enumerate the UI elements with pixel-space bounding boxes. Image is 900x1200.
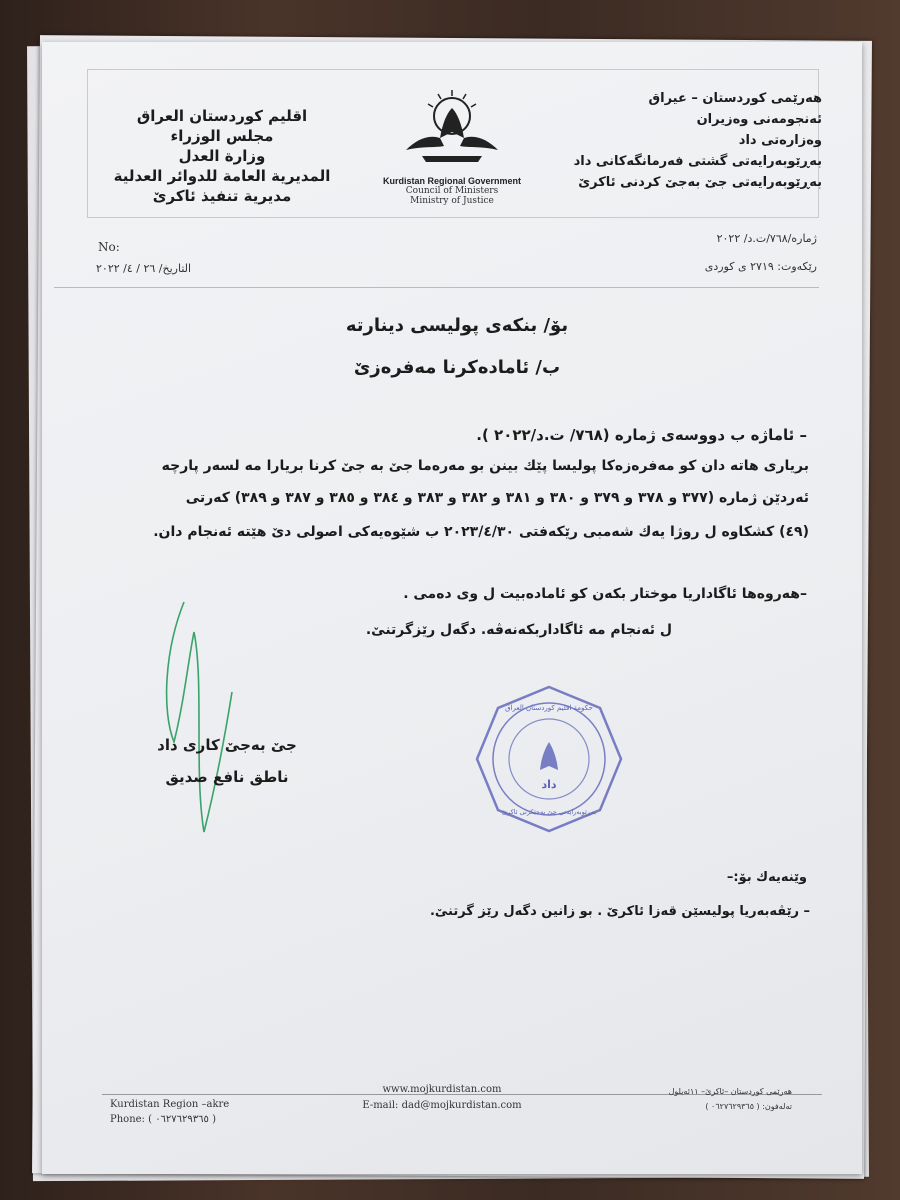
footer-kurdish-address: هەرێمی كوردستان –ئاكرێ– ١١ئەیلول — [668, 1087, 792, 1096]
logo-ministry: Ministry of Justice — [410, 196, 494, 206]
addressee-to: بۆ/ بنكەی پولیسی دینارتە — [345, 315, 569, 336]
signature-scribble — [154, 592, 274, 852]
ref-no-label: No: — [98, 240, 120, 254]
copies-label: وێنەیەك بۆ:– — [726, 870, 807, 885]
footer-location: Kurdistan Region –akre — [110, 1099, 230, 1110]
footer-phone: Phone: ( ٠٦٢٧٦٢٩٣٦٥ ) — [110, 1114, 216, 1125]
kurdish-header-line: ئەنجومەنی وەزیران — [696, 112, 822, 127]
body-line-1: بریاری هاتە دان كو مەفرەزەكا پولیسا پێك بینن بو مەرەما جێ بە جێ كرنا بریارا مە لسەر پارچە — [161, 458, 809, 474]
svg-text:✦ ✦ ✦: ✦ ✦ ✦ — [440, 148, 464, 156]
arabic-header-line: وزارة العدل — [178, 147, 266, 165]
header-divider — [54, 287, 819, 288]
footer-website: www.mojkurdistan.com — [382, 1084, 502, 1095]
document-page — [42, 42, 862, 1174]
kurdish-header-line: بەڕێوبەرایەتی گشتی فەرمانگەكانی داد — [573, 154, 822, 169]
ref-number: ژمارە/٧٦٨/ت.د/ ٢٠٢٢ — [716, 232, 817, 245]
ref-date-kurdish: رێكەوت: ٢٧١٩ ی كوردی — [704, 260, 817, 273]
kurdish-header-line: هەرێمی كوردستان – عیراق — [648, 91, 822, 106]
signature-name: ناطق نافع صدیق — [165, 768, 289, 786]
arabic-header-line: مديرية تنفيذ ئاكرێ — [152, 187, 292, 205]
ref-date-arabic: التاريخ/ ٢٦ / ٤/ ٢٠٢٢ — [96, 262, 192, 275]
arabic-header — [102, 106, 342, 206]
official-stamp — [474, 684, 624, 834]
stamp-center: داد — [541, 778, 557, 791]
eagle-emblem-icon — [392, 86, 512, 172]
logo-name: Kurdistan Regional Government — [382, 176, 522, 186]
copies-item: – رێڤەبەریا پولیسێن قەزا ئاكرێ . بو زانین دگەل رێز گرتنێ. — [429, 904, 810, 919]
kurdish-header — [542, 88, 822, 193]
footer-kurdish-phone: تەلەفون: ( ٠٦٢٧٦٢٩٣٦٥ ) — [705, 1102, 792, 1111]
krg-logo — [372, 86, 532, 216]
body-line-2: ئەردێن ژمارە (٣٧٧ و ٣٧٨ و ٣٧٩ و ٣٨٠ و ٣٨١ و ٣٨٢ و ٣٨٣ و ٣٨٤ و ٣٨٥ و ٣٨٧ و ٣٨٩) كەرتی — [185, 490, 809, 506]
kurdish-header-line: بەڕێوبەرایەتی جێ بەجێ كردنی ئاكرێ — [578, 175, 822, 190]
arabic-header-line: اقليم كوردستان العراق — [136, 107, 308, 125]
body-ref: – ئاماژە ب دووسەی ژمارە (٧٦٨/ ت.د/٢٠٢٢ ). — [476, 426, 807, 444]
kurdish-header-line: وەزارەتی داد — [738, 133, 822, 148]
arabic-header-line: مجلس الوزراء — [170, 127, 274, 145]
stamp-ring-bottom: بەڕێوبەرایەتی جێ بەجێكرنی ئاكرێ — [501, 808, 597, 816]
stamp-ring-top: حكومة اقليم كوردستان العراق — [505, 704, 593, 712]
body-line-3: (٤٩) كشكاوە ل روژا یەك شەمبی رێكەفتی ٢٠٢٣/٤/٣٠ ب شێوەیەكی اصولی دێ هێتە ئەنجام دان. — [153, 524, 809, 540]
arabic-header-line: المديرية العامة للدوائر العدلية — [113, 167, 331, 185]
addressee-subject: ب/ ئامادەكرنا مەفرەزێ — [353, 357, 561, 378]
closing-line: ل ئەنجام مە ئاگاداربكەنەڤە. دگەل رێزگرتنێ. — [365, 622, 672, 638]
logo-council: Council of Ministers — [405, 186, 499, 196]
signature-title: جێ بەجێ كاری داد — [157, 736, 297, 754]
body-line-4: –هەروەها ئاگاداریا موختار بكەن كو ئامادەبیت ل وی دەمی . — [403, 586, 807, 602]
footer-email: E-mail: dad@mojkurdistan.com — [362, 1100, 522, 1111]
